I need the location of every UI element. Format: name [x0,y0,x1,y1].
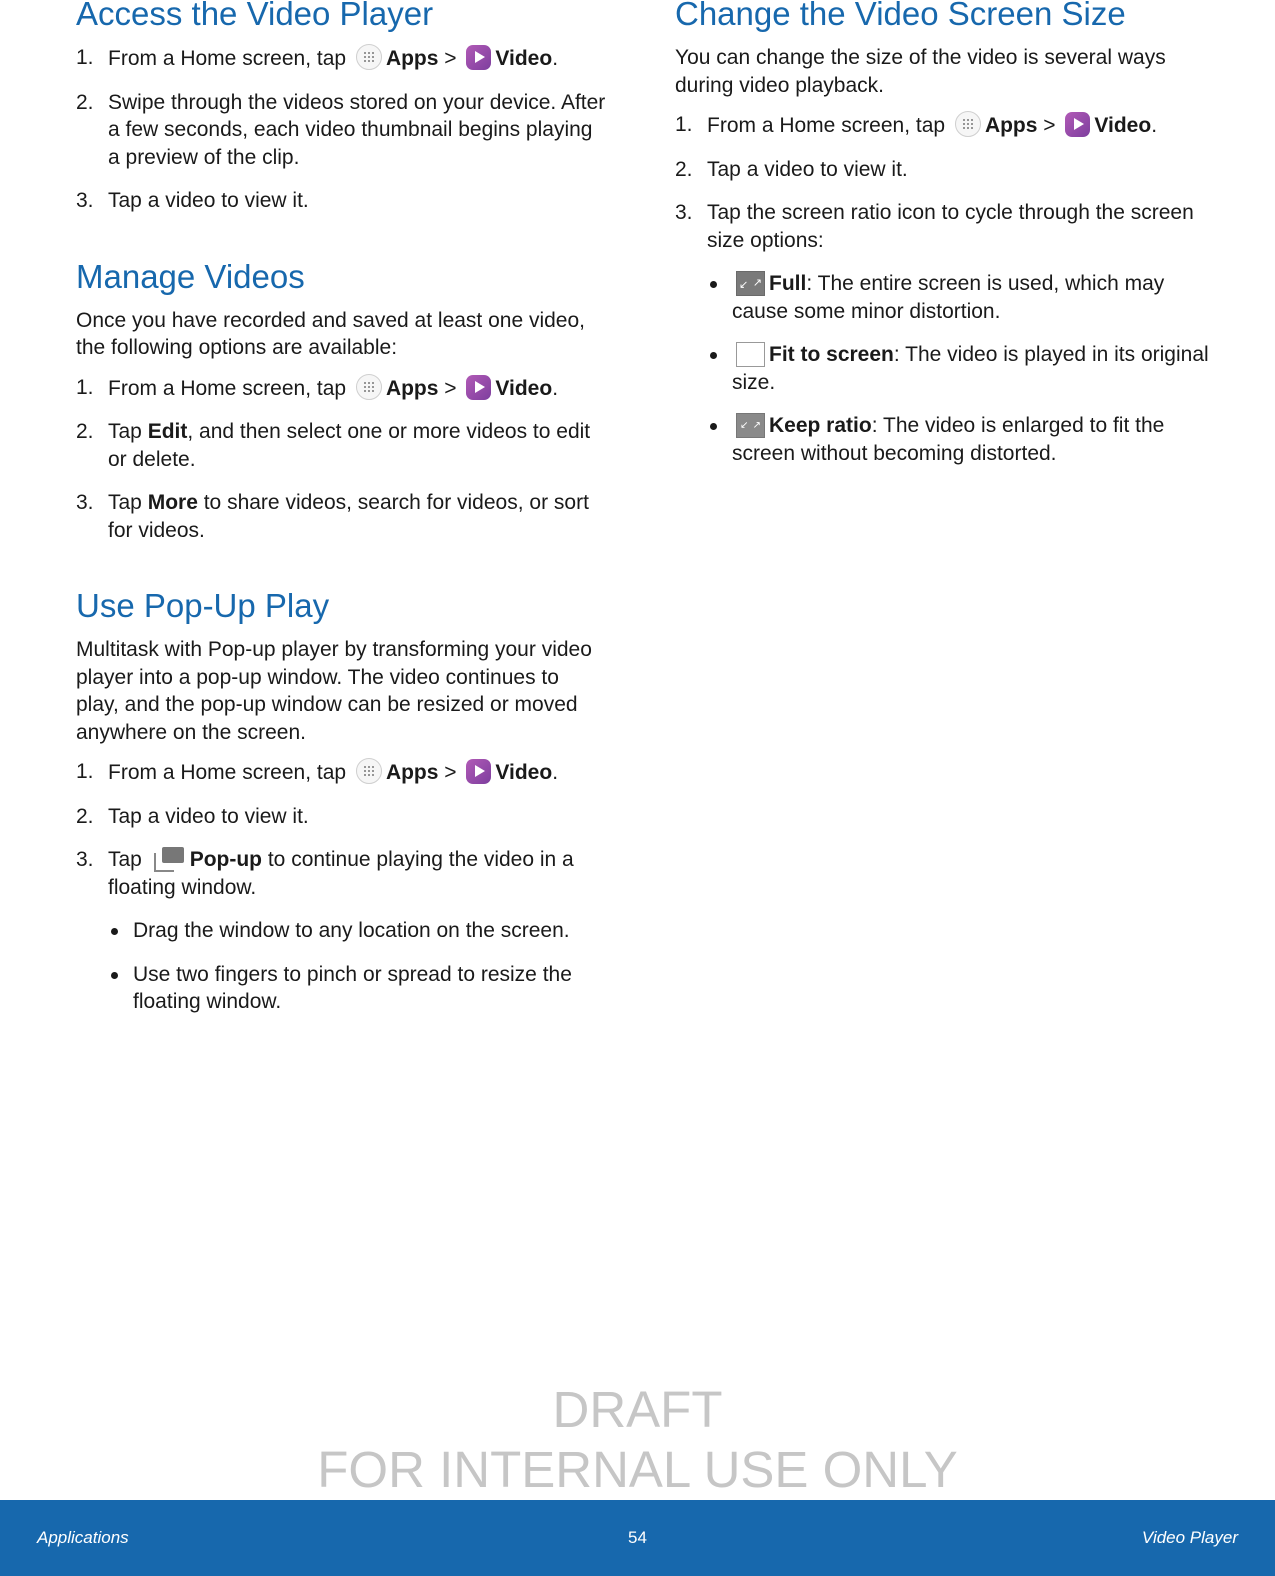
footer-chapter: Applications [37,1528,129,1547]
section-heading: Access the Video Player [76,0,434,32]
video-label: Video [495,376,553,400]
step-item [76,44,606,73]
change-video-screen-size-section [675,0,1215,467]
draft-watermark [0,1380,1275,1500]
page-footer [0,1500,1275,1576]
step-number: 3. [675,201,693,224]
bullet-list [108,917,606,1016]
video-app-icon [466,759,491,784]
apps-icon [955,111,981,137]
apps-icon [356,758,382,784]
apps-icon [356,44,382,70]
video-app-icon [466,375,491,400]
right-column [675,0,1215,483]
watermark-line-1: DRAFT [552,1381,723,1438]
period: . [552,47,559,70]
left-column [76,0,606,1032]
step-text: Tap a video to view it. [108,804,309,828]
more-label: More [147,491,198,514]
step-item [675,111,1215,140]
step-item [76,803,606,831]
step-number: 1. [675,113,693,136]
step-item [675,156,1215,184]
step-text: Tap a video to view it. [707,157,908,181]
step-text: Tap the screen ratio icon to cycle through the screen size options: [707,201,1194,252]
step-number: 3. [76,189,94,212]
bullet-item: Drag the window to any location on the screen. [108,917,606,945]
step-text: to share videos, search for videos, or sort for videos. [108,491,589,542]
step-number: 1. [76,46,94,69]
section-intro: Multitask with Pop-up player by transforming your video player into a pop-up window. The video continues to play, and the pop-up window can be resized or moved anywhere on the screen. [76,638,592,744]
apps-label: Apps [984,114,1038,137]
step-text: Tap [108,848,142,871]
step-number: 3. [76,491,94,514]
step-text: Tap a video to view it. [108,189,309,212]
pop-up-label: Pop-up [189,848,263,871]
step-number: 1. [76,375,94,399]
bullet-list [707,270,1215,467]
section-intro: Once you have recorded and saved at least one video, the following options are available: [76,308,586,359]
option-text: : The entire screen is used, which may cause some minor distortion. [732,272,1165,323]
step-item [76,489,606,544]
step-item [76,758,606,787]
section-heading: Manage Videos [76,257,305,295]
edit-label: Edit [147,420,188,443]
bullet-item [707,341,1215,396]
bullet-item [707,412,1215,467]
step-number: 3. [76,848,94,871]
step-text: From a Home screen, tap [108,376,347,400]
bullet-item [707,270,1215,325]
video-label: Video [495,761,553,784]
option-text: : The video is enlarged to fit the screen without becoming distorted. [732,414,1165,465]
keep-ratio-icon [736,413,765,438]
apps-icon [356,374,382,400]
video-label: Video [495,47,553,70]
footer-section: Video Player [1141,1528,1238,1547]
step-number: 2. [76,90,94,114]
video-label: Video [1094,114,1152,137]
watermark-line-2: FOR INTERNAL USE ONLY [317,1441,958,1498]
full-screen-icon [736,271,765,296]
period: . [552,376,559,400]
manage-videos-section [76,257,606,545]
steps-list [675,111,1215,467]
use-pop-up-play-section [76,586,606,1016]
steps-list [76,44,606,215]
step-item [76,89,606,172]
apps-label: Apps [385,376,439,400]
separator: > [1043,114,1056,137]
step-item [76,374,606,403]
fit-to-screen-label: Fit to screen [769,343,894,366]
step-number: 2. [675,157,693,181]
step-number: 2. [76,420,94,443]
page-number: 54 [628,1528,647,1547]
access-video-player-section [76,0,606,215]
video-app-icon [1065,112,1090,137]
steps-list [76,374,606,545]
step-text: From a Home screen, tap [707,114,946,137]
step-item [76,187,606,215]
separator: > [444,47,457,70]
full-label: Full [769,272,807,295]
step-item [76,846,606,1016]
video-app-icon [466,45,491,70]
step-item [675,199,1215,467]
option-text: : The video is played in its original size. [732,343,1209,394]
section-heading: Use Pop-Up Play [76,587,330,624]
step-text: Swipe through the videos stored on your device. After a few seconds, each video thumbnail begins playing a preview of the clip. [108,90,606,169]
fit-to-screen-icon [736,342,765,367]
separator: > [444,761,457,784]
steps-list [76,758,606,1016]
step-text: From a Home screen, tap [108,47,347,70]
section-intro: You can change the size of the video is several ways during video playback. [675,46,1166,97]
step-text: Tap [108,420,142,443]
step-text: to continue playing the video in a floating window. [108,848,574,899]
step-item [76,418,606,473]
keep-ratio-label: Keep ratio [769,414,872,437]
pop-up-icon [152,846,186,872]
step-text: Tap [108,491,142,514]
bullet-item: Use two fingers to pinch or spread to resize the floating window. [108,961,606,1016]
apps-label: Apps [385,47,439,70]
period: . [552,761,559,784]
period: . [1151,114,1158,137]
step-number: 2. [76,804,94,828]
step-number: 1. [76,760,94,783]
step-text: , and then select one or more videos to edit or delete. [108,420,591,471]
apps-label: Apps [385,761,439,784]
step-text: From a Home screen, tap [108,761,347,784]
section-heading: Change the Video Screen Size [675,0,1126,32]
separator: > [444,376,457,400]
